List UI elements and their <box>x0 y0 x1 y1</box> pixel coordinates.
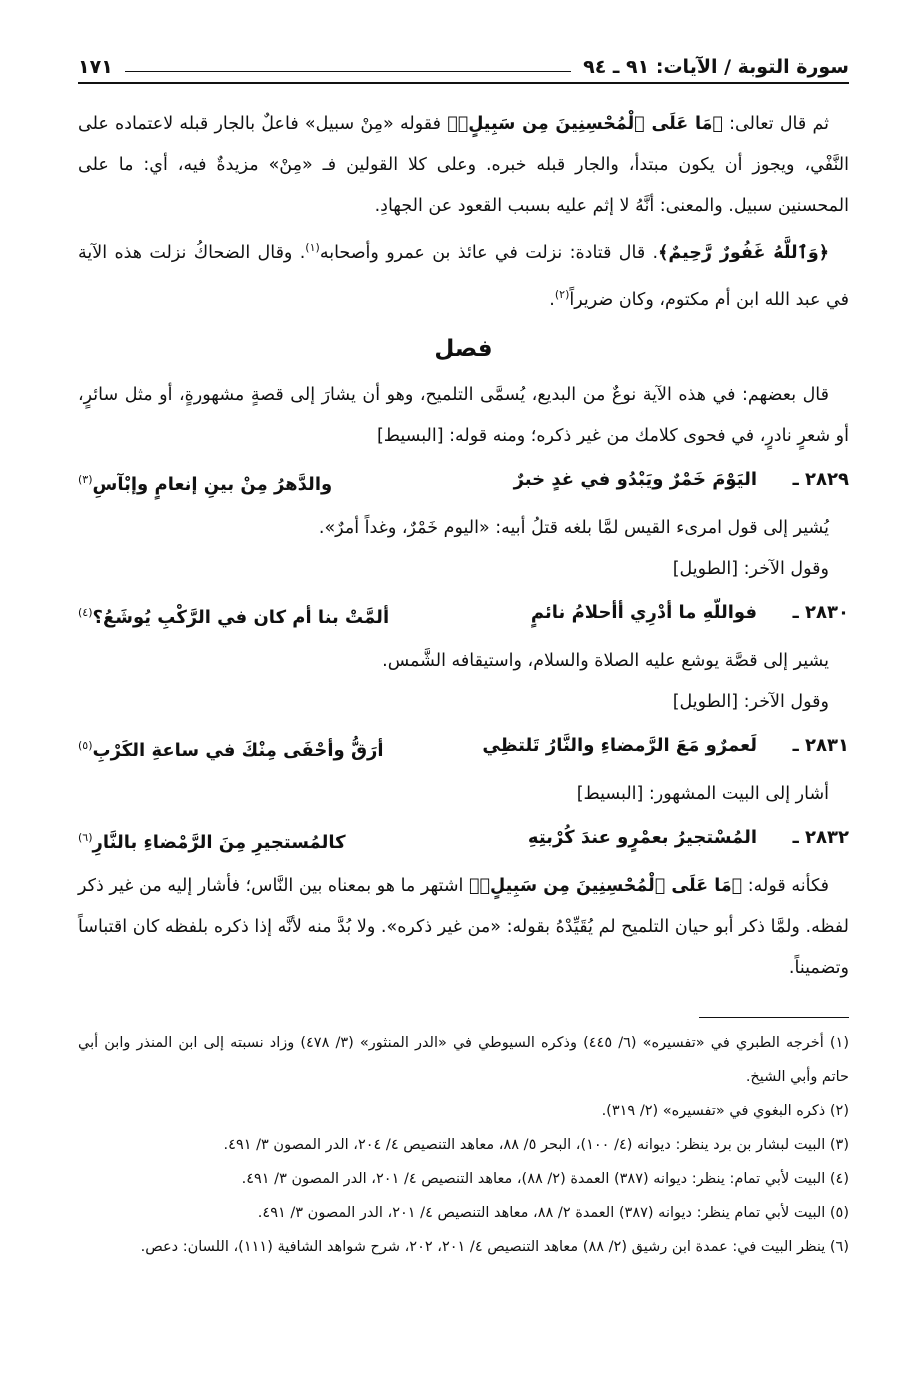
paragraph-1 <box>78 104 849 227</box>
footnote-3: (٣) البيت لبشار بن برد ينظر: ديوانه (٤/ ١٠٠)، البحر ٥/ ٨٨، معاهد التنصيص ٤/ ٢٠٤، الدر المصون ٣/ ٤٩١. <box>223 1136 849 1153</box>
verse-intro-2: وقول الآخر: [الطويل] <box>672 558 829 579</box>
verse-second-hemistich-text: كالمُستجيرِ مِنَ الرَّمْضاءِ بالنَّارِ <box>92 831 346 853</box>
verse-first-hemistich: اليَوْمَ خَمْرٌ ويَبْدُو في غدٍ خبرٌ <box>513 468 757 490</box>
quran-quote: ﴿مَا عَلَى ٱلْمُحْسِنِينَ مِن سَبِيلٍۚ﴾ <box>447 114 723 134</box>
header-divider <box>78 82 849 84</box>
footnote-ref-6: (٦) <box>78 830 93 844</box>
commentary-1: يُشير إلى قول امرىء القيس لمَّا بلغه قتلُ أبيه: «اليوم خَمْرٌ، وغداً أمرٌ». <box>318 517 829 538</box>
paragraph-2-text-2: . وقال الضحاكُ نزلت هذه الآية في عبد الله ابن أم مكتوم، وكان ضريراً <box>78 242 849 310</box>
verse-second-hemistich <box>78 723 418 774</box>
verse-intro-3: وقول الآخر: [الطويل] <box>672 691 829 712</box>
footnotes <box>78 1026 849 1264</box>
verse-intro-4: أشار إلى البيت المشهور: [البسيط] <box>576 783 829 804</box>
verse-first-hemistich: فواللّهِ ما أدْرِي أأحلامُ نائمٍ <box>530 601 757 623</box>
verse-second-hemistich <box>78 590 418 641</box>
section-heading: فصل <box>434 335 493 362</box>
poetry-verse-2832 <box>78 815 849 866</box>
footnote-2: (٢) ذكره البغوي في «تفسيره» (٢/ ٣١٩). <box>601 1102 849 1119</box>
paragraph-2-text-1: . قال قتادة: نزلت في عائذ بن عمرو وأصحابه <box>319 242 659 263</box>
verse-second-hemistich <box>78 457 418 508</box>
paragraph-4 <box>78 866 849 989</box>
book-page <box>78 38 849 1376</box>
verse-first-hemistich: المُسْتجيرُ بعمْرٍو عندَ كُرْبتِهِ <box>527 826 757 848</box>
footnote-1: (١) أخرجه الطبري في «تفسيره» (٦/ ٤٤٥) وذكره السيوطي في «الدر المنثور» (٣/ ٤٧٨) وزاد نسبته إلى ابن المنذر وابن أبي حاتم وأبي الشيخ. <box>78 1034 849 1085</box>
footnote-ref-5: (٥) <box>78 738 93 752</box>
page-number: ١٧١ <box>78 56 113 78</box>
footnote-ref-2: (٢) <box>554 287 570 301</box>
poetry-verse-2830 <box>78 590 849 641</box>
footnote-6: (٦) ينظر البيت في: عمدة ابن رشيق (٢/ ٨٨) معاهد التنصيص ٤/ ٢٠١، ٢٠٢، شرح شواهد الشافية (١١١)، اللسان: دعص. <box>140 1238 849 1255</box>
footnote-5: (٥) البيت لأبي تمام ينظر: ديوانه (٣٨٧) العمدة ٢/ ٨٨، معاهد التنصيص ٤/ ٢٠١، الدر المصون ٣/ ٤٩١. <box>257 1204 849 1221</box>
paragraph-4-text: اشتهر ما هو بمعناه بين النَّاس؛ فأشار إليه من غير ذكر لفظه. ولمَّا ذكر أبو حيان التلميح لم يُقَيِّدْهُ بقوله: «من غير ذكره». ولا بُدَّ منه لأنَّه إذا ذكره بلفظه كان اقتباساً وتضميناً. <box>78 875 849 978</box>
verse-number: ٢٨٢٩ ـ <box>792 468 849 490</box>
paragraph-1-lead: ثم قال تعالى: <box>722 114 830 134</box>
meter-label-1: [البسيط] <box>376 425 444 446</box>
paragraph-4-lead: فكأنه قوله: <box>742 875 829 896</box>
footnote-ref-3: (٣) <box>78 472 93 486</box>
verse-second-hemistich-text: أرَقُّ وأحْفَى مِنْكَ في ساعةِ الكَرْبِ <box>92 739 384 761</box>
footnote-ref-1: (١) <box>305 241 320 254</box>
commentary-2: يشير إلى قصَّة يوشع عليه الصلاة والسلام، واستيقافه الشَّمس. <box>382 650 829 671</box>
verse-number: ٢٨٣٠ ـ <box>792 601 849 623</box>
verse-number: ٢٨٣١ ـ <box>792 734 849 756</box>
poetry-verse-2829 <box>78 457 849 508</box>
footnote-ref-4: (٤) <box>78 605 93 619</box>
poetry-verse-2831 <box>78 723 849 774</box>
header-rule-line <box>125 71 571 72</box>
header-title: سورة التوبة / الآيات: ٩١ ـ ٩٤ <box>583 56 849 78</box>
verse-second-hemistich-text: ألمَّتْ بنا أم كان في الرَّكْبِ يُوشَعُ؟ <box>92 606 390 628</box>
paragraph-3 <box>78 375 849 457</box>
paragraph-2-text-3: . <box>549 289 555 310</box>
paragraph-1-text: فقوله «مِنْ سبيل» فاعلٌ بالجار قبله لاعتماده على النَّفْي، ويجوز أن يكون مبتدأ، والجار قبله خبره. وعلى كلا القولين فـ «مِنْ» مزيدةٌ فيه، أي: ما على المحسنين سبيل. والمعنى: أنَّهُ لا إثم عليه بسبب القعود عن الجهادِ. <box>78 114 849 216</box>
paragraph-2 <box>78 227 849 321</box>
verse-second-hemistich <box>78 815 418 866</box>
main-text <box>78 104 849 989</box>
paragraph-3-text: قال بعضهم: في هذه الآية نوعٌ من البديع، يُسمَّى التلميح، وهو أن يشارَ إلى قصةٍ مشهورةٍ، أو مثل سائرٍ، أو شعرٍ نادرٍ، في فحوى كلامك من غير ذكره؛ ومنه قوله: <box>78 384 849 446</box>
verse-second-hemistich-text: والدَّهرُ مِنْ بينِ إنعامٍ وإبْآسِ <box>92 473 333 495</box>
footnote-separator <box>699 1017 849 1018</box>
footnote-4: (٤) البيت لأبي تمام: ينظر: ديوانه (٣٨٧) العمدة (٢/ ٨٨)، معاهد التنصيص ٤/ ٢٠١، الدر المصون ٣/ ٤٩١. <box>241 1170 849 1187</box>
verse-first-hemistich: لَعمرٌو مَعَ الرَّمضاءِ والنَّارُ تَلتظِي <box>482 734 757 756</box>
quran-quote: ﴿وَٱللَّهُ غَفُورٌ رَّحِيمٌ﴾ <box>658 242 829 263</box>
running-header <box>78 38 849 78</box>
quran-quote: ﴿مَا عَلَى ٱلْمُحْسِنِينَ مِن سَبِيلٍۚ﴾ <box>469 875 743 896</box>
verse-number: ٢٨٣٢ ـ <box>792 826 849 848</box>
